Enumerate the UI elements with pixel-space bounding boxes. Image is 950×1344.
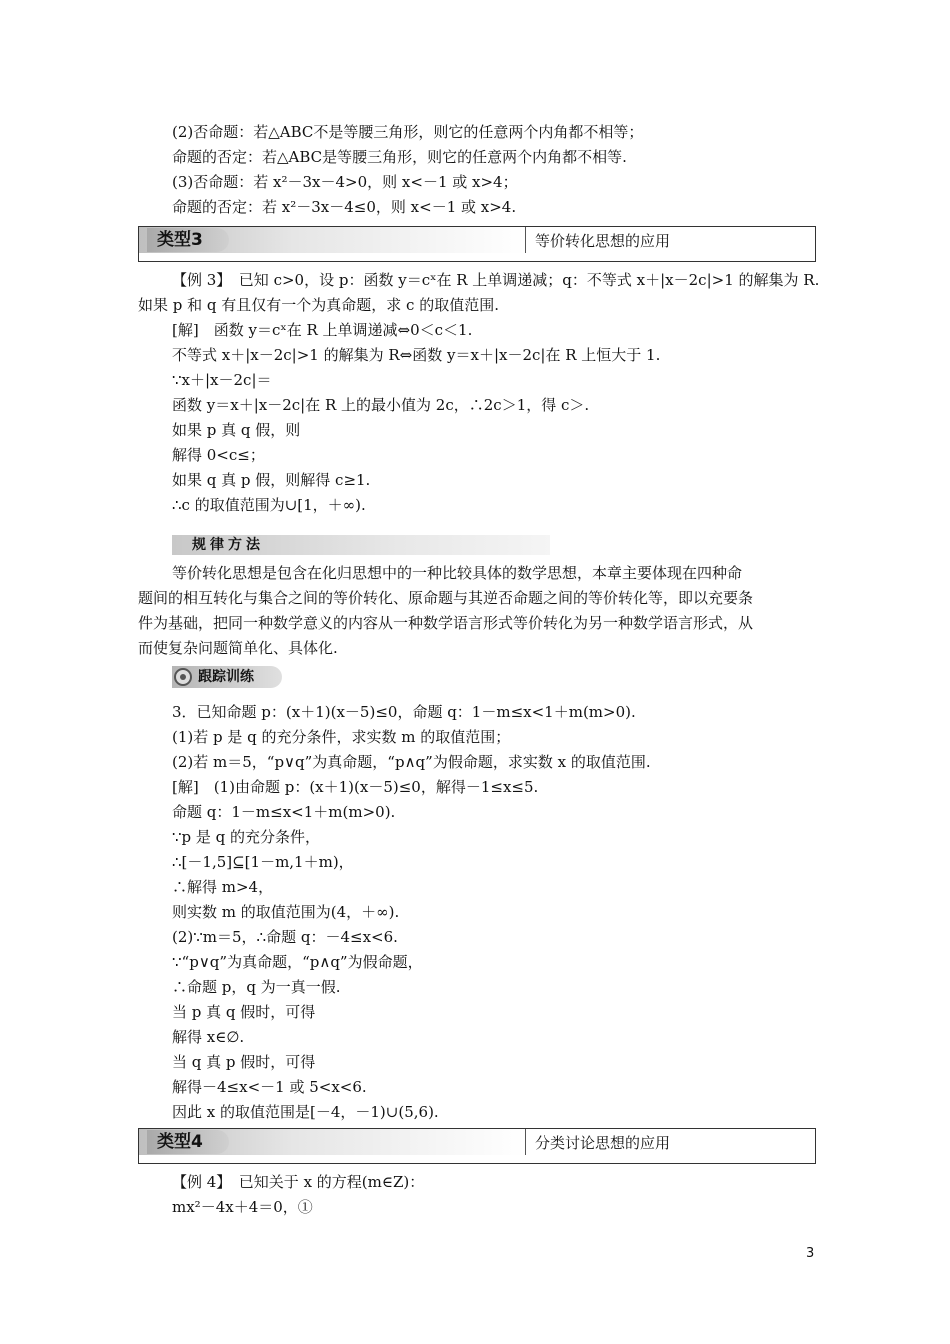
solution-line: [解] 函数 y＝cˣ在 R 上单调递减⇔0＜c＜1.: [172, 321, 473, 339]
solution-line: 不等式 x＋|x－2c|>1 的解集为 R⇔函数 y＝x＋|x－2c|在 R 上恒大于 1.: [172, 346, 661, 364]
method-label: 规律方法: [192, 537, 264, 553]
solution-line: 函数 y＝x＋|x－2c|在 R 上的最小值为 2c，∴2c＞1，得 c＞.: [172, 396, 590, 414]
solution-line: ∵“p∨q”为真命题，“p∧q”为假命题，: [172, 953, 423, 971]
page-number: 3: [806, 1246, 815, 1261]
method-text-line: 件为基础，把同一种数学意义的内容从一种数学语言形式等价转化为另一种数学语言形式，从: [138, 614, 754, 632]
method-text-line: 而使复杂问题简单化、具体化.: [138, 639, 338, 657]
example4-line1: 【例 4】 已知关于 x 的方程(m∈Z)：: [172, 1173, 425, 1191]
solution-line: 如果 q 真 p 假，则解得 c≥1.: [172, 471, 371, 489]
banner-title: 分类讨论思想的应用: [535, 1134, 671, 1152]
tracking-section-bar: [172, 666, 282, 688]
solution-line: ∴c 的取值范围为∪[1，＋∞).: [172, 496, 366, 514]
example3-line1: 【例 3】 已知 c>0，设 p：函数 y＝cˣ在 R 上单调递减；q：不等式 x＋|x－2c|>1 的解集为 R.: [172, 271, 820, 289]
solution-line: 如果 p 真 q 假，则: [172, 421, 301, 439]
section-banner-type4: [138, 1128, 816, 1164]
example3-line2: 如果 p 和 q 有且仅有一个为真命题，求 c 的取值范围.: [138, 296, 499, 314]
banner-tag: 类型3: [157, 230, 203, 250]
solution-line: [解] (1)由命题 p：(x＋1)(x－5)≤0，解得－1≤x≤5.: [172, 778, 539, 796]
target-icon: [174, 668, 192, 686]
solution-line: 命题 q：1－m≤x<1＋m(m>0).: [172, 803, 396, 821]
text-line: 命题的否定：若 x²－3x－4≤0，则 x<－1 或 x>4.: [172, 198, 517, 216]
solution-line: ∵x＋|x－2c|＝: [172, 371, 272, 389]
solution-line: 因此 x 的取值范围是[－4，－1)∪(5,6).: [172, 1103, 439, 1121]
solution-line: 则实数 m 的取值范围为(4，＋∞).: [172, 903, 400, 921]
banner-title: 等价转化思想的应用: [535, 232, 671, 250]
solution-line: (2)∵m＝5，∴命题 q：－4≤x<6.: [172, 928, 398, 946]
method-section-bar: [172, 535, 550, 555]
text-line: (3)否命题：若 x²－3x－4>0，则 x<－1 或 x>4；: [172, 173, 518, 191]
banner-divider: [525, 227, 526, 253]
banner-divider: [525, 1129, 526, 1155]
solution-line: ∵p 是 q 的充分条件，: [172, 828, 321, 846]
banner-tag: 类型4: [157, 1132, 203, 1152]
text-line: 命题的否定：若△ABC是等腰三角形，则它的任意两个内角都不相等.: [172, 148, 627, 166]
problem-line: 3．已知命题 p：(x＋1)(x－5)≤0，命题 q：1－m≤x<1＋m(m>0).: [172, 703, 636, 721]
solution-line: 当 p 真 q 假时，可得: [172, 1003, 316, 1021]
problem-line: (1)若 p 是 q 的充分条件，求实数 m 的取值范围；: [172, 728, 511, 746]
example4-line2: mx²－4x＋4＝0，①: [172, 1198, 313, 1216]
solution-line: 解得－4≤x<－1 或 5<x<6.: [172, 1078, 367, 1096]
method-text-line: 等价转化思想是包含在化归思想中的一种比较具体的数学思想，本章主要体现在四种命: [172, 564, 743, 582]
method-text-line: 题间的相互转化与集合之间的等价转化、原命题与其逆否命题之间的等价转化等，即以充要条: [138, 589, 754, 607]
solution-line: ∴解得 m>4，: [172, 878, 274, 896]
solution-line: ∴[－1,5]⊆[1－m,1＋m)，: [172, 853, 354, 871]
section-banner-type3: [138, 226, 816, 262]
solution-line: 解得 0<c≤；: [172, 446, 265, 464]
tracking-label: 跟踪训练: [198, 669, 254, 685]
text-line: (2)否命题：若△ABC不是等腰三角形，则它的任意两个内角都不相等；: [172, 123, 644, 141]
solution-line: ∴命题 p，q 为一真一假.: [172, 978, 341, 996]
solution-line: 当 q 真 p 假时，可得: [172, 1053, 316, 1071]
solution-line: 解得 x∈∅.: [172, 1028, 245, 1046]
problem-line: (2)若 m＝5，“p∨q”为真命题，“p∧q”为假命题，求实数 x 的取值范围.: [172, 753, 651, 771]
